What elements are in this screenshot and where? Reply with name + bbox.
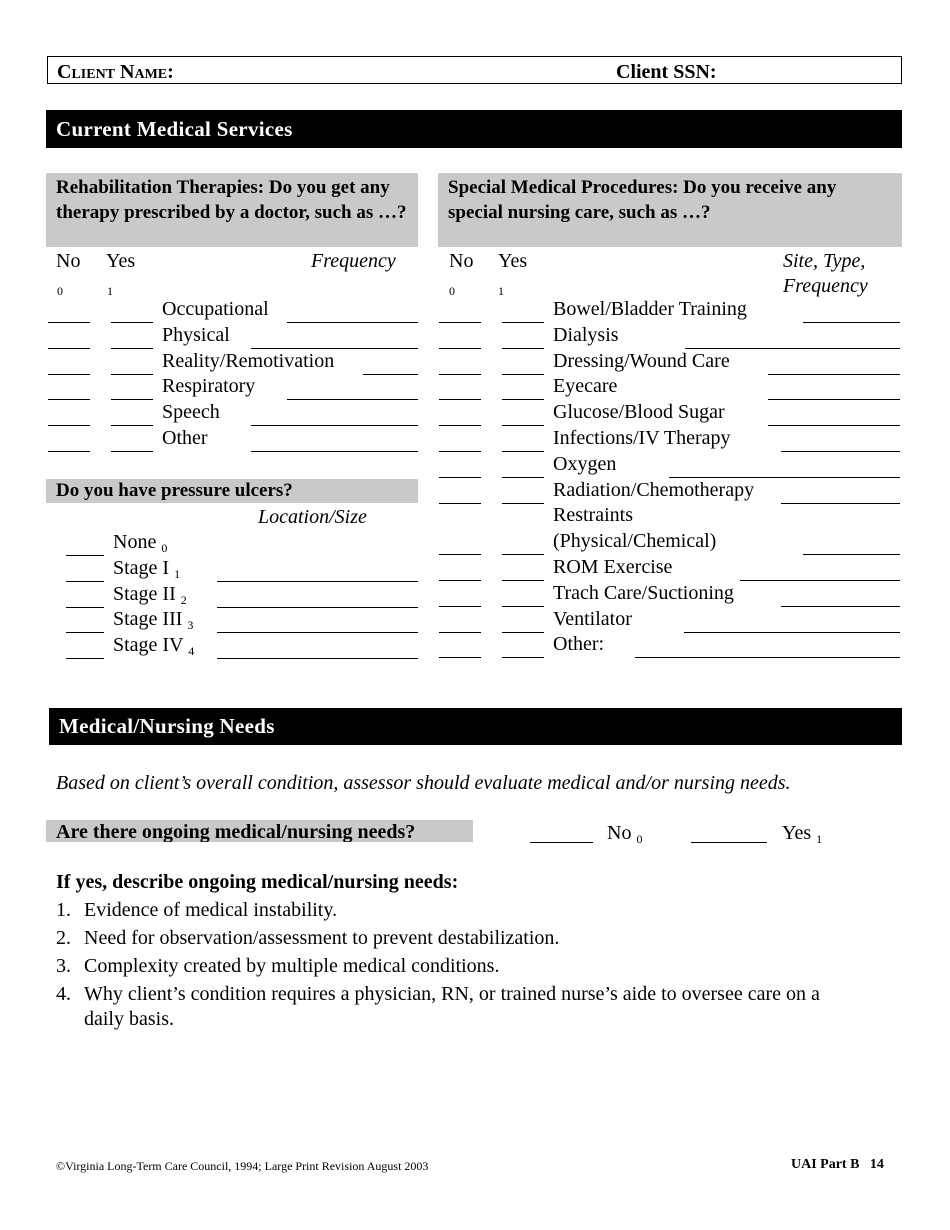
rehab-item-label: Speech	[162, 401, 220, 424]
rehab-yes-blank[interactable]	[111, 399, 153, 400]
ulcer-location-blank[interactable]	[217, 581, 418, 582]
rehab-yes-blank[interactable]	[111, 374, 153, 375]
special-yes-blank[interactable]	[502, 399, 544, 400]
special-site-label: Site, Type,	[783, 250, 866, 272]
special-heading: Special Medical Procedures: Do you receive any special nursing care, such as …?	[438, 173, 902, 247]
ulcer-location-blank[interactable]	[217, 632, 418, 633]
section-bar-nursing-needs: Medical/Nursing Needs	[49, 708, 902, 745]
rehab-col-no: No	[56, 250, 81, 272]
rehab-yes-blank[interactable]	[111, 348, 153, 349]
special-yes-blank[interactable]	[502, 477, 544, 478]
special-item-label: Radiation/Chemotherapy	[553, 478, 755, 501]
special-no-blank[interactable]	[439, 322, 481, 323]
rehab-yes-blank[interactable]	[111, 322, 153, 323]
ulcer-option-code: 1	[174, 566, 181, 581]
nursing-no-blank[interactable]	[530, 842, 593, 843]
special-site-blank[interactable]	[740, 580, 900, 581]
rehab-no-blank[interactable]	[48, 451, 90, 452]
special-item-label: ROM Exercise	[553, 556, 673, 578]
ulcer-location-blank[interactable]	[217, 607, 418, 608]
rehab-frequency-blank[interactable]	[363, 374, 418, 375]
nursing-yes-blank[interactable]	[691, 842, 767, 843]
ulcer-option	[113, 557, 180, 582]
rehab-yes-blank[interactable]	[111, 425, 153, 426]
needs-list-text: Evidence of medical instability.	[84, 899, 338, 921]
ulcer-option	[113, 634, 194, 659]
ulcer-blank[interactable]	[66, 607, 104, 608]
special-site-blank[interactable]	[803, 322, 900, 323]
ulcer-option-code: 0	[161, 541, 168, 555]
special-item-label: Infections/IV Therapy	[553, 427, 731, 449]
rehab-frequency-blank[interactable]	[251, 451, 418, 452]
nursing-no-code: 0	[636, 832, 643, 846]
nursing-no-label: No	[607, 822, 632, 844]
special-item-label: Trach Care/Suctioning	[553, 581, 734, 604]
special-item-label: Dressing/Wound Care	[553, 349, 730, 372]
rehab-frequency-blank[interactable]	[251, 425, 418, 426]
ulcers-location-label: Location/Size	[258, 506, 367, 528]
special-site-blank[interactable]	[635, 657, 900, 658]
special-yes-blank[interactable]	[502, 503, 544, 504]
ulcer-location-blank[interactable]	[217, 658, 418, 659]
rehab-heading: Rehabilitation Therapies: Do you get any therapy prescribed by a doctor, such as …?	[46, 173, 418, 247]
rehab-frequency-blank[interactable]	[287, 399, 418, 400]
special-site-blank[interactable]	[781, 606, 900, 607]
ulcer-blank[interactable]	[66, 581, 104, 582]
special-item-label: Eyecare	[553, 375, 618, 398]
needs-list-number: 4.	[56, 983, 71, 1005]
special-no-blank[interactable]	[439, 399, 481, 400]
special-no-blank[interactable]	[439, 554, 481, 555]
special-frequency-label: Frequency	[783, 275, 868, 297]
ulcer-option-label: Stage I	[113, 556, 170, 579]
special-yes-blank[interactable]	[502, 374, 544, 375]
rehab-col-yes: Yes	[106, 250, 136, 272]
rehab-item-label: Other	[162, 427, 208, 449]
ulcer-option-code: 3	[187, 618, 194, 633]
ulcer-blank[interactable]	[66, 658, 104, 659]
nursing-yes-option	[782, 822, 822, 847]
nursing-question: Are there ongoing medical/nursing needs?	[46, 820, 473, 842]
special-no-blank[interactable]	[439, 632, 481, 633]
special-no-blank[interactable]	[439, 580, 481, 581]
special-site-blank[interactable]	[684, 632, 900, 633]
special-site-blank[interactable]	[768, 399, 900, 400]
nursing-yes-label: Yes	[782, 822, 812, 844]
client-name-label: Client Name:	[57, 61, 174, 83]
needs-list-number: 3.	[56, 955, 71, 977]
special-col-no: No	[449, 250, 474, 272]
special-yes-blank[interactable]	[502, 580, 544, 581]
rehab-no-blank[interactable]	[48, 425, 90, 426]
special-item-label: Dialysis	[553, 323, 619, 346]
ulcers-heading: Do you have pressure ulcers?	[46, 479, 418, 503]
rehab-item-label: Physical	[162, 323, 230, 346]
needs-list-text: Why client’s condition requires a physician, RN, or trained nurse’s aide to oversee care on a	[84, 983, 820, 1005]
describe-heading: If yes, describe ongoing medical/nursing needs:	[56, 871, 459, 893]
ulcer-blank[interactable]	[66, 555, 104, 556]
rehab-no-blank[interactable]	[48, 399, 90, 400]
special-yes-blank[interactable]	[502, 554, 544, 555]
footer-page-ref: UAI Part B 14	[791, 1157, 884, 1172]
rehab-no-blank[interactable]	[48, 322, 90, 323]
special-item-label: Glucose/Blood Sugar	[553, 401, 725, 424]
special-site-blank[interactable]	[803, 554, 900, 555]
special-yes-blank[interactable]	[502, 322, 544, 323]
special-yes-blank[interactable]	[502, 425, 544, 426]
special-yes-code: 1	[498, 284, 504, 298]
special-item-label: Bowel/Bladder Training	[553, 298, 747, 320]
needs-list-text: Complexity created by multiple medical conditions.	[84, 955, 500, 977]
special-yes-blank[interactable]	[502, 606, 544, 607]
ulcer-option-label: Stage III	[113, 608, 183, 631]
footer-copyright: ©Virginia Long-Term Care Council, 1994; Large Print Revision August 2003	[56, 1159, 429, 1173]
ulcer-option	[113, 608, 193, 633]
rehab-frequency-label: Frequency	[311, 250, 396, 272]
needs-list-text-continued: daily basis.	[84, 1008, 174, 1030]
special-no-blank[interactable]	[439, 374, 481, 375]
special-no-blank[interactable]	[439, 606, 481, 607]
rehab-no-blank[interactable]	[48, 348, 90, 349]
rehab-no-blank[interactable]	[48, 374, 90, 375]
special-item-label: Restraints	[553, 504, 633, 527]
special-yes-blank[interactable]	[502, 657, 544, 658]
ulcer-blank[interactable]	[66, 632, 104, 633]
ulcer-option-code: 2	[180, 592, 187, 607]
special-no-blank[interactable]	[439, 503, 481, 504]
section-bar-current-medical: Current Medical Services	[46, 110, 902, 148]
ulcer-option	[113, 531, 167, 556]
special-no-code: 0	[449, 284, 455, 298]
rehab-yes-blank[interactable]	[111, 451, 153, 452]
special-site-blank[interactable]	[768, 374, 900, 375]
special-site-blank[interactable]	[781, 451, 900, 452]
special-no-blank[interactable]	[439, 348, 481, 349]
ulcer-option-code: 4	[188, 644, 195, 659]
special-yes-blank[interactable]	[502, 348, 544, 349]
rehab-item-label: Reality/Remotivation	[162, 349, 335, 372]
special-no-blank[interactable]	[439, 477, 481, 478]
special-no-blank[interactable]	[439, 451, 481, 452]
special-yes-blank[interactable]	[502, 451, 544, 452]
special-item-label: (Physical/Chemical)	[553, 530, 717, 553]
special-no-blank[interactable]	[439, 425, 481, 426]
special-site-blank[interactable]	[781, 503, 900, 504]
nursing-no-option	[607, 822, 642, 847]
ulcer-option-label: Stage II	[113, 582, 176, 605]
rehab-no-code: 0	[57, 284, 63, 298]
client-header-box	[47, 56, 902, 84]
rehab-yes-code: 1	[107, 284, 113, 298]
nursing-yes-code: 1	[816, 832, 823, 846]
ulcer-option-label: Stage IV	[113, 634, 184, 657]
special-yes-blank[interactable]	[502, 632, 544, 633]
special-item-label: Oxygen	[553, 452, 617, 475]
ulcer-option-label: None	[113, 531, 157, 553]
special-col-yes: Yes	[498, 250, 528, 272]
rehab-item-label: Occupational	[162, 298, 269, 320]
needs-list-text: Need for observation/assessment to prevent destabilization.	[84, 927, 560, 949]
special-site-blank[interactable]	[768, 425, 900, 426]
needs-list-number: 2.	[56, 927, 71, 949]
special-item-label: Ventilator	[553, 607, 632, 630]
needs-list-number: 1.	[56, 899, 71, 921]
nursing-instruction: Based on client’s overall condition, assessor should evaluate medical and/or nursing needs.	[56, 772, 791, 794]
rehab-item-label: Respiratory	[162, 375, 256, 398]
ulcer-option	[113, 583, 187, 608]
special-item-label: Other:	[553, 633, 605, 656]
client-ssn-label: Client SSN:	[616, 61, 717, 83]
special-no-blank[interactable]	[439, 657, 481, 658]
rehab-frequency-blank[interactable]	[287, 322, 418, 323]
